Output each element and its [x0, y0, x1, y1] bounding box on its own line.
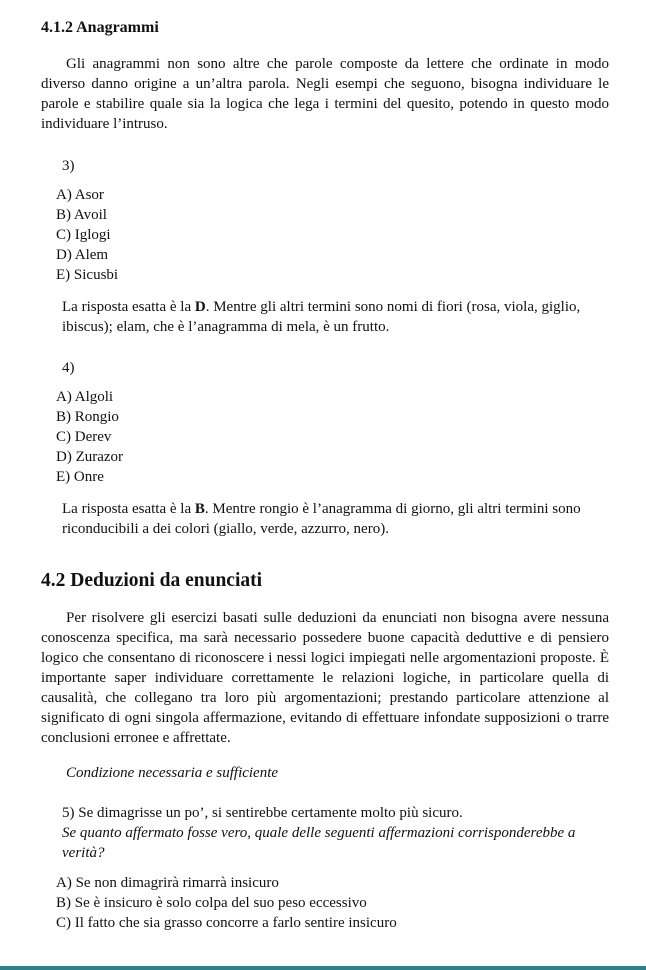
- q5-option-a: A) Se non dimagrirà rimarrà insicuro: [56, 875, 279, 891]
- question-3-number: 3): [62, 158, 75, 174]
- page-bottom-rule: [0, 966, 646, 970]
- q4-option-e: E) Onre: [56, 469, 104, 485]
- q4-answer-explanation: [62, 499, 602, 539]
- q3-option-b: B) Avoil: [56, 207, 107, 223]
- q4-answer-prefix: La risposta esatta è la: [62, 501, 195, 517]
- q3-answer-explanation: [62, 297, 602, 337]
- q5-option-c: C) Il fatto che sia grasso concorre a farlo sentire insicuro: [56, 915, 397, 931]
- q4-answer-rest: . Mentre rongio è l’anagramma di giorno, gli altri termini sono riconducibili a dei colori (giallo, verde, azzurro, nero).: [62, 501, 581, 537]
- q5-statement: 5) Se dimagrisse un po’, si sentirebbe certamente molto più sicuro.: [62, 805, 463, 821]
- q5-option-b: B) Se è insicuro è solo colpa del suo peso eccessivo: [56, 895, 367, 911]
- q3-answer-rest: . Mentre gli altri termini sono nomi di fiori (rosa, viola, giglio, ibiscus); elam, che è l’anagramma di mela, è un frutto.: [62, 299, 581, 335]
- deduzioni-intro-paragraph: [41, 608, 609, 748]
- section-heading-anagrammi: 4.1.2 Anagrammi: [41, 19, 159, 36]
- section-heading-deduzioni: 4.2 Deduzioni da enunciati: [41, 570, 263, 591]
- q4-answer-letter: B: [194, 501, 205, 517]
- q5-question: Se quanto affermato fosse vero, quale delle seguenti affermazioni corrisponderebbe a verità?: [62, 825, 576, 861]
- subheading-condizione: Condizione necessaria e sufficiente: [66, 765, 279, 781]
- q3-option-e: E) Sicusbi: [56, 267, 119, 283]
- q3-answer-prefix: La risposta esatta è la: [62, 299, 195, 315]
- question-4-number: 4): [62, 360, 75, 376]
- anagrammi-intro-paragraph: [41, 54, 609, 134]
- anagrammi-intro-text: Gli anagrammi non sono altre che parole composte da lettere che ordinate in modo diverso danno origine a un’altra parola. Negli esempi che seguono, bisogna individuare le parole e stabilire quale sia la logica che lega i termini del quesito, potendo in questo modo individuare l’intruso.: [41, 56, 609, 132]
- q3-answer-letter: D: [194, 299, 206, 315]
- q4-option-b: B) Rongio: [56, 409, 119, 425]
- q4-option-c: C) Derev: [56, 429, 112, 445]
- q4-option-a: A) Algoli: [56, 389, 114, 405]
- q3-option-a: A) Asor: [56, 187, 104, 203]
- q3-option-c: C) Iglogi: [56, 227, 111, 243]
- q3-option-d: D) Alem: [56, 247, 109, 263]
- q4-option-d: D) Zurazor: [56, 449, 124, 465]
- deduzioni-intro-text: Per risolvere gli esercizi basati sulle deduzioni da enunciati non bisogna avere nessuna conoscenza specifica, ma sarà necessario possedere buone capacità deduttive e di pensiero logico che consentano di riconoscere i nessi logici impiegati nelle argomentazioni proposte. È importante saper individuare correttamente le relazioni logiche, in particolare quella di causalità, che collegano tra loro più argomentazioni; prestando particolare attenzione al significato di ogni singola affermazione, evitando di effettuare infondate supposizioni o trarre conclusioni erronee e affrettate.: [41, 610, 609, 746]
